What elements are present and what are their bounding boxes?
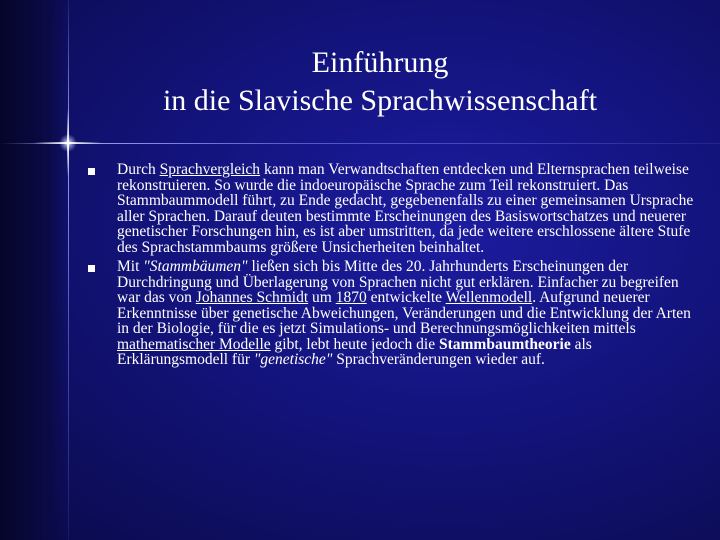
link-johannes-schmidt[interactable]: Johannes Schmidt [195,289,309,306]
slide-title-line-1: Einführung [311,46,449,79]
bullet-item-1 [84,162,694,255]
link-wellenmodell[interactable]: Wellenmodell [445,289,533,306]
bullet-2-text: Mit "Stammbäumen" ließen sich bis Mitte des 20. Jahrhunderts Erscheinungen der Durchdringung und Überlagerung von Sprachen nicht gut erklären. Einfacher zu begreifen war das von Johannes Schmidt um 1870 entwickelte Wellenmodell. Aufgrund neuerer Erkenntnisse über genetische Abweichungen, Veränderungen und die Entwicklung der Arten in der Biologie, für die es jetzt Simulations- und Berechnungsmöglichkeiten mittels mathematischer Modelle gibt, lebt heute jedoch die Stammbaumtheorie als Erklärungsmodell für "genetische" Sprachveränderungen wieder auf. [117,258,691,368]
square-bullet-icon [88,265,95,272]
slide-title [0,44,720,120]
bullet-1-text: Durch Sprachvergleich kann man Verwandtschaften entdecken und Elternsprachen teilweise rekonstruieren. So wurde die indoeuropäische Sprache zum Teil rekonstruiert. Das Stammbaummodell führt, zu Ende gedacht, gegebenenfalls zu einer gemeinsamen Ursprache aller Sprachen. Darauf deuten bestimmte Erscheinungen des Basiswortschatzes und neuerer genetischer Forschungen hin, es ist aber umstritten, da jede weitere erschlossene ältere Stufe des Sprachstammbaums größere Unsicherheiten beinhaltet. [117,161,694,256]
square-bullet-icon [88,168,95,175]
slide-title-line-2: in die Slavische Sprachwissenschaft [162,84,598,117]
italic-genetische: "genetische" [253,351,333,368]
slide-body [84,162,694,372]
bold-stammbaumtheorie: Stammbaumtheorie [438,335,571,353]
horizontal-accent-line [0,143,720,144]
link-1870[interactable]: 1870 [335,289,367,306]
bullet-item-2 [84,259,694,368]
link-mathematischer-modelle[interactable]: mathematischer Modelle [117,335,271,353]
link-sprachvergleich[interactable]: Sprachvergleich [159,161,261,178]
italic-stammbaeumen: "Stammbäumen" [143,258,248,275]
